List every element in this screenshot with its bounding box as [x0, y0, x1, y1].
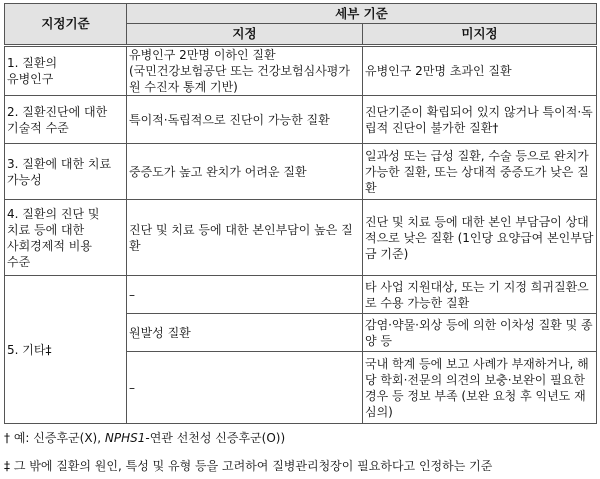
row-category-other: 5. 기타‡: [5, 276, 127, 424]
row-not-designated: 감염·약물·외상 등에 의한 이차성 질환 및 종양 등: [363, 314, 597, 352]
footnotes: [4, 428, 596, 476]
footnote-dagger-suffix: -연관 선천성 신증후군(O)): [145, 431, 286, 445]
row-designated: –: [127, 352, 363, 424]
row-designated: 중증도가 높고 완치가 어려운 질환: [127, 144, 363, 200]
row-category: 4. 질환의 진단 및 치료 등에 대한 사회경제적 비용 수준: [5, 200, 127, 276]
table-row: [5, 200, 597, 276]
row-designated: 유병인구 2만명 이하인 질환 (국민건강보험공단 또는 건강보험심사평가원 수진자 통계 기반): [127, 46, 363, 96]
row-not-designated: 일과성 또는 급성 질환, 수술 등으로 완치가 가능한 질환, 또는 상대적 중증도가 낮은 질환: [363, 144, 597, 200]
row-designated: 원발성 질환: [127, 314, 363, 352]
row-not-designated: 국내 학계 등에 보고 사례가 부재하거나, 해당 학회·전문의 의견의 보충·보완이 필요한 경우 등 정보 부족 (보완 요청 후 익년도 재심의): [363, 352, 597, 424]
row-designated: 특이적·독립적으로 진단이 가능한 질환: [127, 96, 363, 144]
row-category: 3. 질환에 대한 치료 가능성: [5, 144, 127, 200]
header-not-designated: 미지정: [363, 24, 597, 46]
row-designated: –: [127, 276, 363, 314]
row-not-designated: 진단기준이 확립되어 있지 않거나 특이적·독립적 진단이 불가한 질환†: [363, 96, 597, 144]
header-designated: 지정: [127, 24, 363, 46]
row-category: 1. 질환의 유병인구: [5, 46, 127, 96]
row-not-designated: 진단 및 치료 등에 대한 본인 부담금이 상대적으로 낮은 질환 (1인당 요양급여 본인부담금 기준): [363, 200, 597, 276]
row-not-designated: 타 사업 지원대상, 또는 기 지정 희귀질환으로 수용 가능한 질환: [363, 276, 597, 314]
table-row: [5, 46, 597, 96]
row-designated: 진단 및 치료 등에 대한 본인부담이 높은 질환: [127, 200, 363, 276]
header-detail: 세부 기준: [127, 4, 597, 24]
table-row: [5, 144, 597, 200]
criteria-table: [4, 3, 597, 424]
footnote-gene-name: NPHS1: [104, 431, 146, 445]
table-row: [5, 96, 597, 144]
row-category: 2. 질환진단에 대한 기술적 수준: [5, 96, 127, 144]
footnote-double-dagger: ‡ 그 밖에 질환의 원인, 특성 및 유형 등을 고려하여 질병관리청장이 필요하다고 인정하는 기준: [4, 459, 493, 473]
row-not-designated: 유병인구 2만명 초과인 질환: [363, 46, 597, 96]
header-criteria: 지정기준: [5, 4, 127, 46]
footnote-dagger: [4, 428, 596, 448]
table-row: [5, 276, 597, 314]
footnote-dagger-prefix: † 예: 신증후군(X),: [4, 431, 105, 445]
